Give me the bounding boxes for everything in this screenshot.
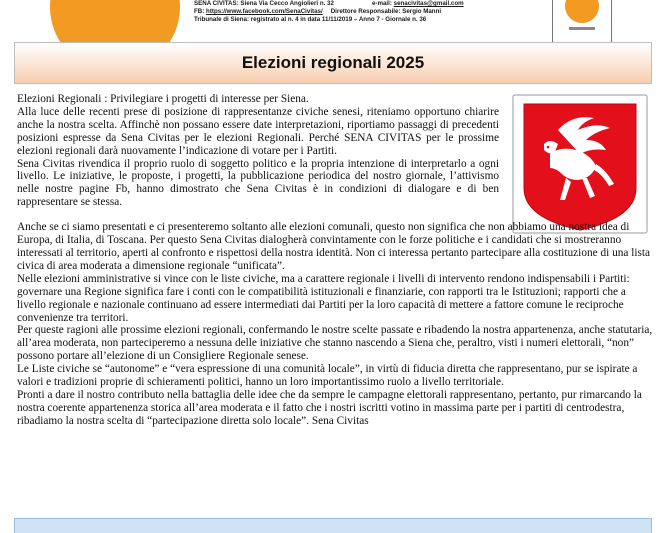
title-banner	[14, 42, 652, 84]
article-bottom-block	[17, 221, 653, 428]
masthead-address: SENA CIVITAS: Siena Via Cecco Angiolieri n. 32	[194, 0, 334, 7]
article-paragraph: Nelle elezioni amministrative si vince con le liste civiche, ma a carattere regionale i livelli di intervento rendono indispensabili i Partiti: governare una Regione significa fare i conti con le compatibilità istituzionali e finanziarie, con rapporti tra le Istituzioni; rapporti che a livello regionale e nazionale continuano ad essere intermediati dai Partiti per la loro capacità di mettere a fattore comune le reciproche convenienze tra territori.	[17, 272, 630, 324]
article-paragraph: Alla luce delle recenti prese di posizione di rappresentanze civiche senesi, riteniamo opportuno chiarire anche la nostra scelta. Affinchè non possano essere date interpretazioni, riportiamo passaggi di precedenti posizioni espresse da Sena Civitas per le elezioni Regionali. Perché SENA CIVITAS per le prossime elezioni regionali darà nuovamente l’indicazione di votare per i Partiti.	[17, 105, 499, 157]
masthead-email-label: e-mail:	[371, 0, 392, 7]
masthead-email-link[interactable]: senacivitas@gmail.com	[393, 0, 464, 7]
article-body	[17, 93, 657, 428]
masthead-fb-label: FB:	[194, 8, 205, 15]
masthead-registration: Tribunale di Siena: registrato al n. 4 in data 11/11/2019 – Anno 7 - Giornale n. 36	[194, 16, 427, 23]
article-paragraph: Sena Civitas rivendica il proprio ruolo di soggetto politico e la propria intenzione di interpretarlo a ogni livello. Le iniziative, le proposte, i progetti, la pubblicazione periodica del nostro giornale, l’attivismo nelle nostre pagine Fb, hanno dimostrato che Sena Civitas è in condizioni di dialogare e di ben rappresentare se stessa.	[17, 157, 499, 209]
article-top-block	[17, 93, 499, 209]
masthead	[194, 0, 524, 24]
article-paragraph: Per queste ragioni alle prossime elezioni regionali, confermando le nostre scelte passate e ribadendo la nostra appartenenza, anche statutaria, all’area moderata, non parteciperemo a nessuna delle iniziative che stanno nascendo a Siena che, peraltro, visti i numeri elettorali, “non” possono portare all’elezione di un Consigliere Regionale senese.	[17, 324, 653, 363]
article-paragraph: Anche se ci siamo presentati e ci presenteremo soltanto alle elezioni comunali, questo non significa che non abbiamo una nostra idea di Europa, di Italia, di Toscana. Per questo Sena Civitas dialogherà convintamente con le forze politiche e i candidati che si mostreranno interessati al territorio, aperti al confronto e rispettosi della nostra identità. Non ci interessa pertanto partecipare alla costituzione di una lista civica di area moderata a dimensione regionale “unificata”.	[17, 221, 651, 272]
article-paragraph: Pronti a dare il nostro contributo nella battaglia delle idee che da sempre le campagne elettorali rappresentano, pertanto, pur rimarcando la nostra coerente appartenenza storica all’area moderata e il fatto che i nostri iscritti votino in massima parte per i partiti di centrodestra, ribadiamo la nostra scelta di “partecipazione diretta solo locale”. Sena Civitas	[17, 388, 642, 427]
masthead-fb-link[interactable]: https://www.facebook.com/SenaCivitas/	[206, 8, 323, 15]
page-title: Elezioni regionali 2025	[241, 53, 425, 72]
footer-bar	[14, 518, 652, 533]
masthead-director: Direttore Responsabile: Sergio Manni	[330, 8, 442, 15]
article-paragraph: Le Liste civiche se “autonome” e “vera espressione di una comunità locale”, in virtù di fiducia diretta che rappresentano, pur se ispirate a valori e tradizioni proprie di schieramenti politici, hanno un loro importantissimo ruolo a livello territoriale.	[17, 363, 638, 389]
article-paragraph: Elezioni Regionali : Privilegiare i progetti di interesse per Siena.	[17, 93, 309, 105]
